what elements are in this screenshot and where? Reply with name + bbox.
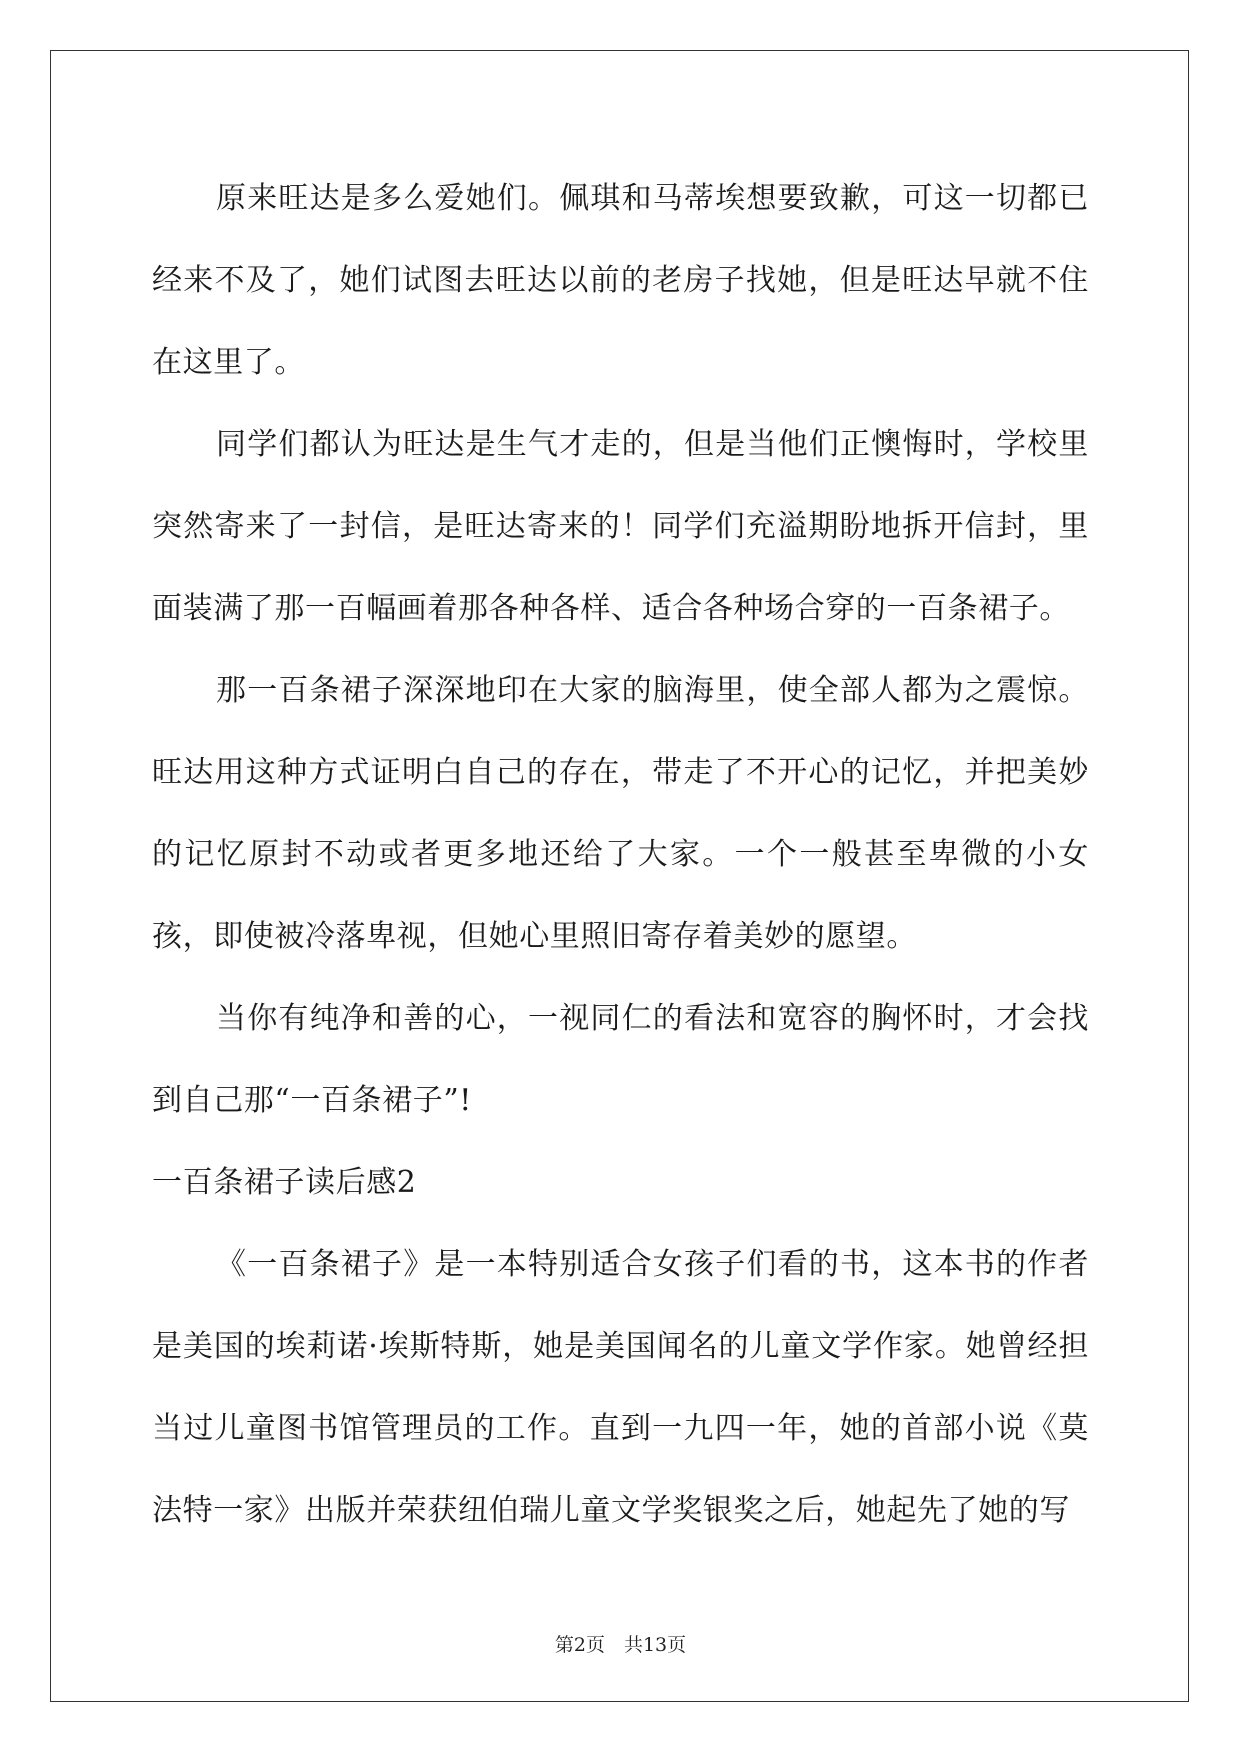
paragraph-1: 原来旺达是多么爱她们。佩琪和马蒂埃想要致歉，可这一切都已经来不及了，她们试图去旺达以前的老房子找她，但是旺达早就不住在这里了。 <box>152 181 1089 380</box>
page-number-footer: 第2页 共13页 <box>554 1634 687 1656</box>
document-body <box>152 158 1089 1552</box>
paragraph-2: 同学们都认为旺达是生气才走的，但是当他们正懊悔时，学校里突然寄来了一封信，是旺达寄来的！同学们充溢期盼地拆开信封，里面装满了那一百幅画着那各种各样、适合各种场合穿的一百条裙子。 <box>152 427 1089 626</box>
section-heading: 一百条裙子读后感2 <box>152 1165 417 1200</box>
paragraph-4: 当你有纯净和善的心，一视同仁的看法和宽容的胸怀时，才会找到自己那“一百条裙子”! <box>152 1001 1089 1118</box>
section-paragraph-1: 《一百条裙子》是一本特别适合女孩子们看的书，这本书的作者是美国的埃莉诺·埃斯特斯，她是美国闻名的儿童文学作家。她曾经担当过儿童图书馆管理员的工作。直到一九四一年，她的首部小说《莫法特一家》出版并荣获纽伯瑞儿童文学奖银奖之后，她起先了她的写 <box>152 1247 1089 1528</box>
paragraph-3: 那一百条裙子深深地印在大家的脑海里，使全部人都为之震惊。旺达用这种方式证明白自己的存在，带走了不开心的记忆，并把美妙的记忆原封不动或者更多地还给了大家。一个一般甚至卑微的小女孩，即使被冷落卑视，但她心里照旧寄存着美妙的愿望。 <box>152 673 1089 954</box>
